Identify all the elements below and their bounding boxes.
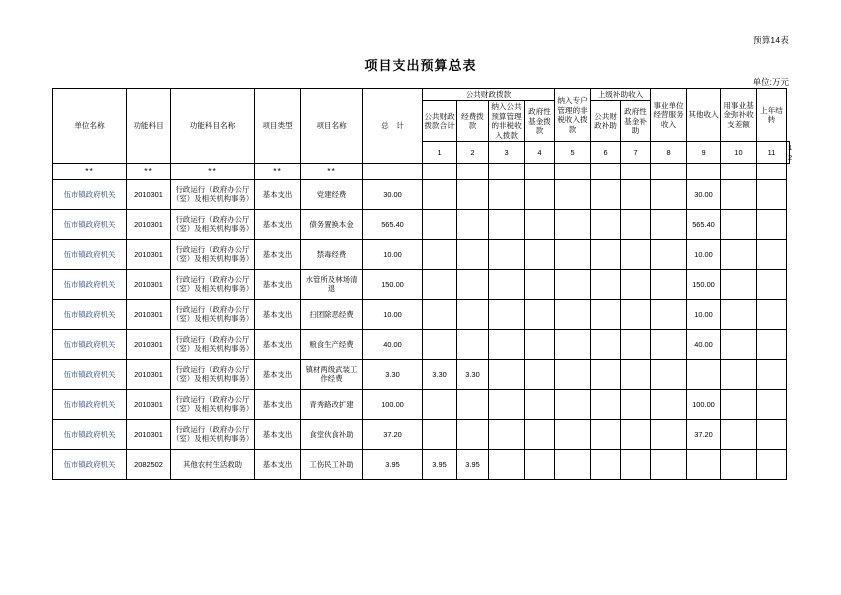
cell-fee-allocation bbox=[457, 299, 489, 329]
cell-function-code: 2010301 bbox=[127, 299, 171, 329]
cell-fee-allocation: 3.30 bbox=[457, 359, 489, 389]
cell-special-account-income bbox=[555, 269, 591, 299]
cell-gov-fund-allocation bbox=[525, 419, 555, 449]
summary-unit-name: ** bbox=[53, 163, 127, 179]
table-row bbox=[53, 239, 790, 269]
cell-project-type: 基本支出 bbox=[255, 329, 301, 359]
cell-function-name: 行政运行（政府办公厅（室）及相关机构事务） bbox=[171, 419, 255, 449]
cell-unit-operation-income bbox=[651, 269, 687, 299]
cell-other-income bbox=[687, 359, 721, 389]
col-number-11: 11 bbox=[757, 142, 787, 164]
cell-public-finance-subsidy bbox=[591, 239, 621, 269]
cell-function-code: 2010301 bbox=[127, 359, 171, 389]
cell-total: 40.00 bbox=[363, 329, 423, 359]
cell-public-finance-sub bbox=[423, 269, 457, 299]
cell-fund-balance-diff bbox=[721, 269, 757, 299]
cell-prev-year-carryover bbox=[757, 209, 787, 239]
cell-project-name: 禁毒经费 bbox=[301, 239, 363, 269]
cell-project-name: 党建经费 bbox=[301, 179, 363, 209]
cell-function-code: 2010301 bbox=[127, 239, 171, 269]
summary-public-finance-sub bbox=[423, 163, 457, 179]
header-project-type: 项目类型 bbox=[255, 89, 301, 164]
cell-unit-operation-income bbox=[651, 299, 687, 329]
cell-fund-balance-diff bbox=[721, 179, 757, 209]
page-title: 项目支出预算总表 bbox=[364, 58, 477, 73]
cell-fee-allocation bbox=[457, 269, 489, 299]
table-row bbox=[53, 389, 790, 419]
cell-unit-name: 伍市镇政府机关 bbox=[53, 449, 127, 479]
cell-function-name: 行政运行（政府办公厅（室）及相关机构事务） bbox=[171, 209, 255, 239]
cell-unit-operation-income bbox=[651, 209, 687, 239]
cell-fee-allocation bbox=[457, 419, 489, 449]
budget-table bbox=[52, 88, 793, 480]
cell-gov-fund-subsidy bbox=[621, 239, 651, 269]
cell-fund-balance-diff bbox=[721, 239, 757, 269]
cell-other-income: 150.00 bbox=[687, 269, 721, 299]
cell-function-name: 行政运行（政府办公厅（室）及相关机构事务） bbox=[171, 329, 255, 359]
budget-table-body bbox=[53, 163, 790, 479]
cell-function-name: 其他农村生活救助 bbox=[171, 449, 255, 479]
cell-unit-operation-income bbox=[651, 449, 687, 479]
cell-public-finance-subsidy bbox=[591, 269, 621, 299]
col-number-2: 2 bbox=[457, 142, 489, 164]
cell-public-finance-subsidy bbox=[591, 299, 621, 329]
cell-other-income: 10.00 bbox=[687, 299, 721, 329]
header-public-finance-sub: 公共财政拨款合计 bbox=[423, 101, 457, 142]
cell-gov-fund-subsidy bbox=[621, 329, 651, 359]
cell-project-type: 基本支出 bbox=[255, 269, 301, 299]
cell-fund-balance-diff bbox=[721, 299, 757, 329]
cell-prev-year-carryover bbox=[757, 449, 787, 479]
col-number-3: 3 bbox=[489, 142, 525, 164]
cell-function-code: 2010301 bbox=[127, 179, 171, 209]
col-number-7: 7 bbox=[621, 142, 651, 164]
cell-total: 3.30 bbox=[363, 359, 423, 389]
cell-unit-name: 伍市镇政府机关 bbox=[53, 389, 127, 419]
cell-project-type: 基本支出 bbox=[255, 209, 301, 239]
header-fund-balance-diff: 用事业基金弥补收支差额 bbox=[721, 89, 757, 142]
cell-total: 30.00 bbox=[363, 179, 423, 209]
header-unit-name: 单位名称 bbox=[53, 89, 127, 164]
summary-special-account-income bbox=[555, 163, 591, 179]
cell-non-tax-allocation bbox=[489, 449, 525, 479]
cell-fund-balance-diff bbox=[721, 209, 757, 239]
cell-fee-allocation bbox=[457, 389, 489, 419]
header-gov-fund-allocation: 政府性基金拨款 bbox=[525, 101, 555, 142]
cell-gov-fund-allocation bbox=[525, 239, 555, 269]
cell-unit-name: 伍市镇政府机关 bbox=[53, 329, 127, 359]
cell-gov-fund-subsidy bbox=[621, 389, 651, 419]
header-function-name: 功能科目名称 bbox=[171, 89, 255, 164]
cell-prev-year-carryover bbox=[757, 299, 787, 329]
cell-prev-year-carryover bbox=[757, 419, 787, 449]
cell-public-finance-subsidy bbox=[591, 449, 621, 479]
cell-function-name: 行政运行（政府办公厅（室）及相关机构事务） bbox=[171, 389, 255, 419]
cell-total: 3.95 bbox=[363, 449, 423, 479]
cell-public-finance-subsidy bbox=[591, 329, 621, 359]
summary-unit-operation-income bbox=[651, 163, 687, 179]
cell-gov-fund-allocation bbox=[525, 389, 555, 419]
summary-other-income bbox=[687, 163, 721, 179]
cell-non-tax-allocation bbox=[489, 419, 525, 449]
summary-fee-allocation bbox=[457, 163, 489, 179]
cell-fee-allocation bbox=[457, 209, 489, 239]
cell-fund-balance-diff bbox=[721, 359, 757, 389]
cell-non-tax-allocation bbox=[489, 269, 525, 299]
cell-other-income: 40.00 bbox=[687, 329, 721, 359]
col-number-8: 8 bbox=[651, 142, 687, 164]
cell-other-income: 565.40 bbox=[687, 209, 721, 239]
summary-fund-balance-diff bbox=[721, 163, 757, 179]
cell-fund-balance-diff bbox=[721, 329, 757, 359]
cell-project-type: 基本支出 bbox=[255, 239, 301, 269]
cell-total: 565.40 bbox=[363, 209, 423, 239]
cell-gov-fund-allocation bbox=[525, 269, 555, 299]
cell-special-account-income bbox=[555, 209, 591, 239]
cell-gov-fund-subsidy bbox=[621, 269, 651, 299]
cell-prev-year-carryover bbox=[757, 359, 787, 389]
budget-table-container bbox=[52, 88, 793, 480]
cell-project-type: 基本支出 bbox=[255, 389, 301, 419]
cell-unit-operation-income bbox=[651, 359, 687, 389]
cell-non-tax-allocation bbox=[489, 329, 525, 359]
col-number-1: 1 bbox=[423, 142, 457, 164]
cell-function-name: 行政运行（政府办公厅（室）及相关机构事务） bbox=[171, 299, 255, 329]
cell-special-account-income bbox=[555, 299, 591, 329]
cell-prev-year-carryover bbox=[757, 269, 787, 299]
cell-other-income: 100.00 bbox=[687, 389, 721, 419]
header-special-account-income: 纳入专户管理的非税收入拨款 bbox=[555, 89, 591, 142]
summary-function-code: ** bbox=[127, 163, 171, 179]
cell-gov-fund-subsidy bbox=[621, 449, 651, 479]
cell-unit-name: 伍市镇政府机关 bbox=[53, 269, 127, 299]
cell-fund-balance-diff bbox=[721, 389, 757, 419]
header-prev-year-carryover: 上年结转 bbox=[757, 89, 787, 142]
cell-project-type: 基本支出 bbox=[255, 299, 301, 329]
cell-unit-name: 伍市镇政府机关 bbox=[53, 239, 127, 269]
cell-special-account-income bbox=[555, 179, 591, 209]
cell-public-finance-sub bbox=[423, 209, 457, 239]
cell-public-finance-subsidy bbox=[591, 419, 621, 449]
cell-gov-fund-allocation bbox=[525, 359, 555, 389]
cell-public-finance-subsidy bbox=[591, 359, 621, 389]
summary-total bbox=[363, 163, 423, 179]
cell-total: 37.20 bbox=[363, 419, 423, 449]
table-row bbox=[53, 449, 790, 479]
cell-function-code: 2010301 bbox=[127, 329, 171, 359]
cell-project-name: 扫团除恶经费 bbox=[301, 299, 363, 329]
cell-gov-fund-allocation bbox=[525, 299, 555, 329]
header-total: 总 计 bbox=[363, 89, 423, 164]
cell-function-code: 2010301 bbox=[127, 389, 171, 419]
summary-public-finance-subsidy bbox=[591, 163, 621, 179]
table-row bbox=[53, 209, 790, 239]
cell-prev-year-carryover bbox=[757, 329, 787, 359]
cell-project-name: 水管所及林场清退 bbox=[301, 269, 363, 299]
cell-total: 100.00 bbox=[363, 389, 423, 419]
table-header-row-1 bbox=[53, 89, 790, 101]
cell-function-name: 行政运行（政府办公厅（室）及相关机构事务） bbox=[171, 269, 255, 299]
cell-other-income: 30.00 bbox=[687, 179, 721, 209]
cell-gov-fund-allocation bbox=[525, 449, 555, 479]
cell-public-finance-subsidy bbox=[591, 179, 621, 209]
header-fee-allocation: 经费拨款 bbox=[457, 101, 489, 142]
cell-public-finance-sub bbox=[423, 179, 457, 209]
cell-prev-year-carryover bbox=[757, 179, 787, 209]
cell-gov-fund-subsidy bbox=[621, 359, 651, 389]
cell-unit-name: 伍市镇政府机关 bbox=[53, 299, 127, 329]
cell-other-income: 10.00 bbox=[687, 239, 721, 269]
summary-project-name: ** bbox=[301, 163, 363, 179]
cell-function-code: 2010301 bbox=[127, 209, 171, 239]
cell-unit-operation-income bbox=[651, 329, 687, 359]
table-row bbox=[53, 329, 790, 359]
cell-public-finance-sub: 3.30 bbox=[423, 359, 457, 389]
unit-note: 单位:万元 bbox=[752, 77, 789, 87]
cell-fee-allocation bbox=[457, 179, 489, 209]
cell-special-account-income bbox=[555, 419, 591, 449]
cell-gov-fund-subsidy bbox=[621, 179, 651, 209]
cell-gov-fund-allocation bbox=[525, 329, 555, 359]
cell-project-name: 债务置换本金 bbox=[301, 209, 363, 239]
cell-non-tax-allocation bbox=[489, 209, 525, 239]
table-row-summary bbox=[53, 163, 790, 179]
cell-non-tax-allocation bbox=[489, 239, 525, 269]
summary-prev-year-carryover bbox=[757, 163, 787, 179]
cell-project-type: 基本支出 bbox=[255, 179, 301, 209]
summary-project-type: ** bbox=[255, 163, 301, 179]
cell-total: 10.00 bbox=[363, 299, 423, 329]
cell-non-tax-allocation bbox=[489, 389, 525, 419]
cell-prev-year-carryover bbox=[757, 389, 787, 419]
cell-public-finance-sub bbox=[423, 419, 457, 449]
header-function-code: 功能科目 bbox=[127, 89, 171, 164]
header-superior-subsidy-group: 上级补助收入 bbox=[591, 89, 651, 101]
header-project-name: 项目名称 bbox=[301, 89, 363, 164]
cell-project-name: 青秀路改扩建 bbox=[301, 389, 363, 419]
cell-total: 150.00 bbox=[363, 269, 423, 299]
cell-fee-allocation bbox=[457, 239, 489, 269]
table-row bbox=[53, 299, 790, 329]
header-public-finance-group: 公共财政拨款 bbox=[423, 89, 555, 101]
summary-non-tax-allocation bbox=[489, 163, 525, 179]
header-public-finance-subsidy: 公共财政补助 bbox=[591, 101, 621, 142]
cell-special-account-income bbox=[555, 449, 591, 479]
table-row bbox=[53, 269, 790, 299]
cell-fee-allocation bbox=[457, 329, 489, 359]
summary-function-name: ** bbox=[171, 163, 255, 179]
cell-project-type: 基本支出 bbox=[255, 419, 301, 449]
header-unit-operation-income: 事业单位经营服务收入 bbox=[651, 89, 687, 142]
cell-public-finance-sub bbox=[423, 389, 457, 419]
cell-function-name: 行政运行（政府办公厅（室）及相关机构事务） bbox=[171, 179, 255, 209]
col-number-10: 10 bbox=[721, 142, 757, 164]
summary-gov-fund-allocation bbox=[525, 163, 555, 179]
cell-special-account-income bbox=[555, 329, 591, 359]
cell-fee-allocation: 3.95 bbox=[457, 449, 489, 479]
cell-function-name: 行政运行（政府办公厅（室）及相关机构事务） bbox=[171, 239, 255, 269]
cell-special-account-income bbox=[555, 239, 591, 269]
cell-total: 10.00 bbox=[363, 239, 423, 269]
table-row bbox=[53, 359, 790, 389]
cell-gov-fund-allocation bbox=[525, 179, 555, 209]
cell-public-finance-sub: 3.95 bbox=[423, 449, 457, 479]
cell-project-type: 基本支出 bbox=[255, 449, 301, 479]
header-other-income: 其他收入 bbox=[687, 89, 721, 142]
cell-special-account-income bbox=[555, 389, 591, 419]
cell-gov-fund-subsidy bbox=[621, 209, 651, 239]
cell-unit-name: 伍市镇政府机关 bbox=[53, 179, 127, 209]
cell-unit-operation-income bbox=[651, 239, 687, 269]
col-number-9: 9 bbox=[687, 142, 721, 164]
cell-unit-operation-income bbox=[651, 419, 687, 449]
header-non-tax-allocation: 纳入公共预算管理的非税收入拨款 bbox=[489, 101, 525, 142]
cell-other-income bbox=[687, 449, 721, 479]
cell-unit-name: 伍市镇政府机关 bbox=[53, 419, 127, 449]
cell-function-name: 行政运行（政府办公厅（室）及相关机构事务） bbox=[171, 359, 255, 389]
cell-unit-name: 伍市镇政府机关 bbox=[53, 359, 127, 389]
cell-public-finance-sub bbox=[423, 299, 457, 329]
summary-gov-fund-subsidy bbox=[621, 163, 651, 179]
table-row bbox=[53, 419, 790, 449]
cell-non-tax-allocation bbox=[489, 299, 525, 329]
cell-non-tax-allocation bbox=[489, 359, 525, 389]
cell-project-type: 基本支出 bbox=[255, 359, 301, 389]
cell-unit-name: 伍市镇政府机关 bbox=[53, 209, 127, 239]
col-number-4: 4 bbox=[525, 142, 555, 164]
cell-function-code: 2010301 bbox=[127, 269, 171, 299]
cell-gov-fund-subsidy bbox=[621, 299, 651, 329]
cell-prev-year-carryover bbox=[757, 239, 787, 269]
col-number-12: 12 bbox=[788, 143, 793, 162]
cell-non-tax-allocation bbox=[489, 179, 525, 209]
cell-other-income: 37.20 bbox=[687, 419, 721, 449]
cell-project-name: 粮食生产经费 bbox=[301, 329, 363, 359]
col-number-5: 5 bbox=[555, 142, 591, 164]
cell-public-finance-subsidy bbox=[591, 389, 621, 419]
cell-public-finance-sub bbox=[423, 239, 457, 269]
cell-project-name: 工伤民工补助 bbox=[301, 449, 363, 479]
cell-function-code: 2082502 bbox=[127, 449, 171, 479]
cell-gov-fund-allocation bbox=[525, 209, 555, 239]
cell-unit-operation-income bbox=[651, 179, 687, 209]
cell-gov-fund-subsidy bbox=[621, 419, 651, 449]
cell-function-code: 2010301 bbox=[127, 419, 171, 449]
page-marker: 预算14表 bbox=[753, 35, 789, 45]
table-row bbox=[53, 179, 790, 209]
cell-public-finance-subsidy bbox=[591, 209, 621, 239]
header-gov-fund-subsidy: 政府性基金补助 bbox=[621, 101, 651, 142]
cell-project-name: 镇材两级武装工作经费 bbox=[301, 359, 363, 389]
cell-fund-balance-diff bbox=[721, 419, 757, 449]
cell-project-name: 食堂伙食补助 bbox=[301, 419, 363, 449]
cell-public-finance-sub bbox=[423, 329, 457, 359]
cell-fund-balance-diff bbox=[721, 449, 757, 479]
col-number-6: 6 bbox=[591, 142, 621, 164]
cell-special-account-income bbox=[555, 359, 591, 389]
cell-unit-operation-income bbox=[651, 389, 687, 419]
